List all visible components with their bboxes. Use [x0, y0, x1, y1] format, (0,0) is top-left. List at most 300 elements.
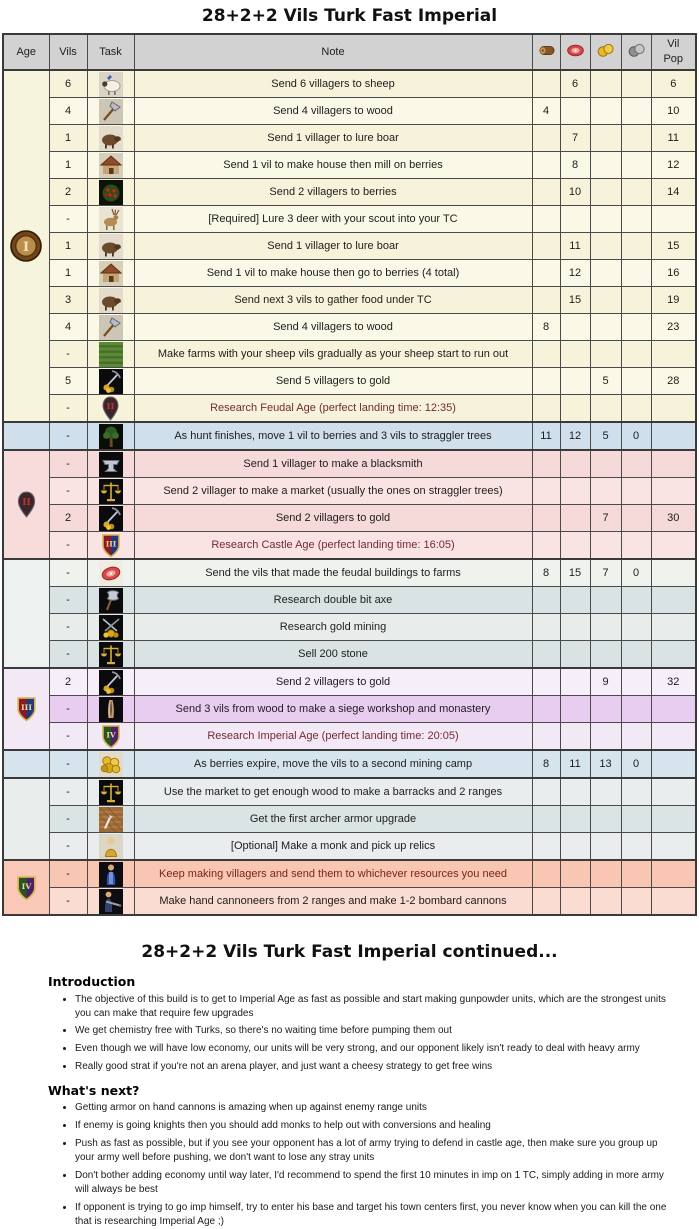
note-text: Send 1 villager to lure boar: [134, 125, 532, 152]
build-row: [3, 70, 696, 98]
build-row: [3, 152, 696, 179]
bullet-item: • Don't bother adding economy until way later, I'd recommend to spend the first 10 minutes in imp on 1 TC, simply adding in more army will always be best: [75, 1169, 675, 1197]
bullet-item: • Even though we will have low economy, our units will be very strong, and our opponent likely isn't ready to deal with heavy army: [75, 1042, 675, 1056]
vils-count: 1: [49, 260, 87, 287]
wood-count: [532, 395, 560, 423]
build-row: [3, 778, 696, 806]
age-empty-cell: [3, 422, 49, 450]
wood-count: [532, 450, 560, 478]
vil-pop-count: 12: [651, 152, 696, 179]
build-row: [3, 559, 696, 587]
food-count: [560, 641, 590, 669]
build-row: [3, 395, 696, 423]
house-icon: [99, 153, 123, 178]
gold-count: [590, 778, 621, 806]
gold-count: [590, 341, 621, 368]
wood-count: [532, 206, 560, 233]
note-text: Send 2 villagers to berries: [134, 179, 532, 206]
food-count: 6: [560, 70, 590, 98]
note-text: Send 2 villagers to gold: [134, 668, 532, 696]
food-count: [560, 888, 590, 916]
wood-count: [532, 341, 560, 368]
gold-count: [590, 860, 621, 888]
vil-pop-count: [651, 750, 696, 778]
note-text: Send 4 villagers to wood: [134, 314, 532, 341]
task-cell: [87, 696, 134, 723]
note-text: Send 2 villagers to gold: [134, 505, 532, 532]
note-text: Research Feudal Age (perfect landing time: 12:35): [134, 395, 532, 423]
stone-count: [621, 532, 651, 560]
header-row: [3, 34, 696, 70]
stone-icon: [627, 43, 646, 58]
note-text: Send 5 villagers to gold: [134, 368, 532, 395]
vils-count: -: [49, 750, 87, 778]
food-count: [560, 450, 590, 478]
vils-count: -: [49, 450, 87, 478]
build-row: [3, 888, 696, 916]
vil-pop-count: 11: [651, 125, 696, 152]
note-text: As hunt finishes, move 1 vil to berries and 3 vils to straggler trees: [134, 422, 532, 450]
note-text: [Optional] Make a monk and pick up relics: [134, 833, 532, 861]
note-text: Research gold mining: [134, 614, 532, 641]
market-icon: [99, 479, 123, 504]
age-empty-cell: [3, 750, 49, 778]
task-cell: [87, 260, 134, 287]
gold-count: [590, 287, 621, 314]
task-cell: [87, 450, 134, 478]
note-text: Keep making villagers and send them to whichever resources you need: [134, 860, 532, 888]
bullet-item: • Push as fast as possible, but if you see your opponent has a lot of army trying to defend in castle age, then make sure you group up your army well before pushing, we don't want to lose any stray units: [75, 1137, 675, 1165]
gold-count: [590, 179, 621, 206]
task-cell: [87, 587, 134, 614]
stone-count: [621, 233, 651, 260]
task-cell: [87, 125, 134, 152]
food-count: [560, 614, 590, 641]
vil-pop-count: [651, 641, 696, 669]
vils-count: 5: [49, 368, 87, 395]
stone-count: [621, 778, 651, 806]
stone-count: [621, 860, 651, 888]
build-row: [3, 478, 696, 505]
task-cell: [87, 723, 134, 751]
food-count: 11: [560, 750, 590, 778]
stone-count: 0: [621, 750, 651, 778]
feudal-age-icon: [102, 396, 119, 421]
vils-count: -: [49, 478, 87, 505]
continued-title: 28+2+2 Vils Turk Fast Imperial continued...: [141, 942, 558, 962]
note-text: Send next 3 vils to gather food under TC: [134, 287, 532, 314]
wood-count: [532, 505, 560, 532]
note-text: Send 3 vils from wood to make a siege workshop and monastery: [134, 696, 532, 723]
wood-count: [532, 641, 560, 669]
gold-count: [590, 206, 621, 233]
gold-count: [590, 395, 621, 423]
col-header-gold: [590, 34, 621, 70]
note-text: Send 1 vil to make house then go to berries (4 total): [134, 260, 532, 287]
build-row: [3, 505, 696, 532]
vil-pop-count: 15: [651, 233, 696, 260]
vil-pop-line1: Vil: [667, 38, 680, 51]
build-row: [3, 287, 696, 314]
task-cell: [87, 478, 134, 505]
task-cell: [87, 833, 134, 861]
wood-count: [532, 806, 560, 833]
wood-axe-icon: [99, 99, 123, 124]
food-count: [560, 778, 590, 806]
food-count: [560, 860, 590, 888]
meat-icon: [99, 561, 123, 586]
age-empty-cell: [3, 559, 49, 668]
food-count: [560, 668, 590, 696]
task-cell: [87, 778, 134, 806]
vil-pop-count: [651, 723, 696, 751]
vils-count: -: [49, 422, 87, 450]
wood-count: [532, 833, 560, 861]
stone-count: [621, 260, 651, 287]
vil-pop-count: [651, 559, 696, 587]
gold-count: [590, 125, 621, 152]
note-text: Sell 200 stone: [134, 641, 532, 669]
gold-icon: [596, 43, 615, 58]
task-cell: [87, 505, 134, 532]
farm-icon: [99, 342, 123, 367]
wood-count: 8: [532, 750, 560, 778]
blacksmith-icon: [99, 452, 123, 477]
vil-pop-count: [651, 450, 696, 478]
section-heading: Introduction: [48, 974, 136, 989]
gold-count: 7: [590, 505, 621, 532]
stone-count: [621, 70, 651, 98]
build-row: [3, 422, 696, 450]
task-cell: [87, 287, 134, 314]
svg-text:IV: IV: [21, 881, 32, 891]
gold-count: [590, 98, 621, 125]
food-count: [560, 587, 590, 614]
task-cell: [87, 206, 134, 233]
vils-count: -: [49, 860, 87, 888]
wood-count: [532, 260, 560, 287]
wood-count: 8: [532, 559, 560, 587]
wood-count: [532, 125, 560, 152]
age-2-cell: [3, 450, 49, 559]
vil-pop-count: [651, 587, 696, 614]
stone-count: [621, 287, 651, 314]
vil-pop-line2: Pop: [663, 53, 684, 65]
note-text: Send 1 villager to lure boar: [134, 233, 532, 260]
bullet-item: • We get chemistry free with Turks, so there's no waiting time before pumping them out: [75, 1024, 675, 1038]
food-icon: [566, 43, 585, 58]
build-row: [3, 833, 696, 861]
build-row: [3, 314, 696, 341]
vil-pop-count: 10: [651, 98, 696, 125]
gold-count: 7: [590, 559, 621, 587]
task-cell: [87, 314, 134, 341]
vil-pop-count: [651, 478, 696, 505]
stone-count: 0: [621, 422, 651, 450]
gold-count: [590, 532, 621, 560]
vils-count: -: [49, 696, 87, 723]
double-bit-axe-icon: [99, 588, 123, 613]
note-text: Make farms with your sheep vils gradually as your sheep start to run out: [134, 341, 532, 368]
food-count: [560, 696, 590, 723]
stone-count: [621, 314, 651, 341]
stone-count: [621, 587, 651, 614]
gold-count: [590, 314, 621, 341]
vil-pop-count: 30: [651, 505, 696, 532]
build-row: [3, 668, 696, 696]
build-row: [3, 368, 696, 395]
build-row: [3, 860, 696, 888]
deer-icon: [99, 207, 123, 232]
gold-count: [590, 888, 621, 916]
food-count: [560, 806, 590, 833]
stone-count: [621, 450, 651, 478]
note-text: Send 1 vil to make house then mill on berries: [134, 152, 532, 179]
food-count: 11: [560, 233, 590, 260]
col-header-food: [560, 34, 590, 70]
svg-text:III: III: [20, 703, 32, 713]
wood-count: 4: [532, 98, 560, 125]
build-row: [3, 341, 696, 368]
bullet-item: • Really good strat if you're not an arena player, and just want a cheesy strategy to get free wins: [75, 1060, 675, 1074]
note-text: Send the vils that made the feudal buildings to farms: [134, 559, 532, 587]
col-header-wood: [532, 34, 560, 70]
task-cell: [87, 341, 134, 368]
vils-count: -: [49, 778, 87, 806]
straggler-tree-icon: [99, 424, 123, 449]
stone-count: [621, 505, 651, 532]
build-row: [3, 233, 696, 260]
food-count: [560, 98, 590, 125]
gold-count: [590, 614, 621, 641]
vil-pop-count: [651, 614, 696, 641]
vil-pop-count: 19: [651, 287, 696, 314]
vil-pop-count: 14: [651, 179, 696, 206]
note-text: Use the market to get enough wood to make a barracks and 2 ranges: [134, 778, 532, 806]
food-count: [560, 314, 590, 341]
vil-pop-count: [651, 206, 696, 233]
page-title: 28+2+2 Vils Turk Fast Imperial: [201, 6, 498, 26]
stone-count: [621, 341, 651, 368]
gold-pile-icon: [99, 752, 123, 777]
stone-count: [621, 179, 651, 206]
stone-count: [621, 614, 651, 641]
age-empty-cell: [3, 778, 49, 860]
gold-count: 9: [590, 668, 621, 696]
col-header-stone: [621, 34, 651, 70]
food-count: [560, 395, 590, 423]
col-header-task: Task: [87, 34, 134, 70]
food-count: 10: [560, 179, 590, 206]
build-row: [3, 641, 696, 669]
vils-count: 3: [49, 287, 87, 314]
vils-count: -: [49, 395, 87, 423]
svg-text:I: I: [23, 239, 30, 255]
boar-icon: [99, 234, 123, 259]
vil-pop-count: 23: [651, 314, 696, 341]
gold-count: [590, 478, 621, 505]
section-heading: What's next?: [48, 1082, 140, 1098]
food-count: 15: [560, 559, 590, 587]
wood-count: [532, 888, 560, 916]
gold-count: [590, 70, 621, 98]
vil-pop-count: [651, 341, 696, 368]
wood-count: [532, 668, 560, 696]
food-count: [560, 368, 590, 395]
task-cell: [87, 806, 134, 833]
gold-count: 13: [590, 750, 621, 778]
build-row: [3, 696, 696, 723]
wood-axe-icon: [99, 315, 123, 340]
vil-pop-count: [651, 833, 696, 861]
stone-count: [621, 206, 651, 233]
task-cell: [87, 98, 134, 125]
vils-count: -: [49, 614, 87, 641]
wood-count: [532, 179, 560, 206]
food-count: [560, 478, 590, 505]
food-count: 12: [560, 422, 590, 450]
task-cell: [87, 70, 134, 98]
vil-pop-count: [651, 860, 696, 888]
task-cell: [87, 368, 134, 395]
age-2-icon: [17, 491, 36, 518]
stone-count: [621, 888, 651, 916]
vils-count: 4: [49, 98, 87, 125]
monk-icon: [99, 834, 123, 859]
gold-count: [590, 806, 621, 833]
vils-count: -: [49, 641, 87, 669]
wood-count: 11: [532, 422, 560, 450]
stone-count: [621, 696, 651, 723]
task-cell: [87, 614, 134, 641]
food-count: [560, 833, 590, 861]
castle-age-icon: [101, 533, 121, 558]
vils-count: -: [49, 341, 87, 368]
svg-text:II: II: [106, 401, 115, 412]
food-count: 7: [560, 125, 590, 152]
vils-count: -: [49, 206, 87, 233]
vils-count: -: [49, 723, 87, 751]
svg-text:III: III: [105, 539, 116, 548]
boar-icon: [99, 126, 123, 151]
food-count: 12: [560, 260, 590, 287]
stone-count: 0: [621, 559, 651, 587]
vil-pop-count: 32: [651, 668, 696, 696]
vils-count: 4: [49, 314, 87, 341]
food-count: [560, 723, 590, 751]
imperial-age-icon: [101, 724, 121, 749]
boar-icon: [99, 288, 123, 313]
stone-count: [621, 98, 651, 125]
gold-count: [590, 641, 621, 669]
vils-count: 2: [49, 505, 87, 532]
vil-pop-count: [651, 395, 696, 423]
gold-count: [590, 233, 621, 260]
vil-pop-count: 28: [651, 368, 696, 395]
bullet-list: [48, 993, 675, 1074]
task-cell: [87, 233, 134, 260]
stone-count: [621, 641, 651, 669]
vils-count: -: [49, 806, 87, 833]
gold-count: [590, 833, 621, 861]
age-3-icon: [16, 696, 37, 722]
note-text: Send 4 villagers to wood: [134, 98, 532, 125]
food-count: 15: [560, 287, 590, 314]
gold-miner-icon: [99, 506, 123, 531]
build-row: [3, 723, 696, 751]
stone-count: [621, 368, 651, 395]
col-header-age: Age: [3, 34, 49, 70]
vils-count: 2: [49, 668, 87, 696]
task-cell: [87, 532, 134, 560]
food-count: [560, 341, 590, 368]
vil-pop-count: [651, 532, 696, 560]
vils-count: -: [49, 532, 87, 560]
note-text: Send 6 villagers to sheep: [134, 70, 532, 98]
age-3-cell: [3, 668, 49, 750]
build-row: [3, 806, 696, 833]
archer-armor-icon: [99, 807, 123, 832]
col-header-vils: Vils: [49, 34, 87, 70]
stone-count: [621, 723, 651, 751]
food-count: [560, 532, 590, 560]
wood-count: [532, 70, 560, 98]
vils-count: -: [49, 833, 87, 861]
vil-pop-count: 6: [651, 70, 696, 98]
stone-count: [621, 668, 651, 696]
wood-count: [532, 287, 560, 314]
market-icon: [99, 780, 123, 805]
wood-count: [532, 532, 560, 560]
vil-pop-count: [651, 422, 696, 450]
age-1-cell: [3, 70, 49, 422]
wood-count: [532, 478, 560, 505]
wood-count: [532, 614, 560, 641]
age-1-icon: [9, 229, 43, 263]
note-text: Send 1 villager to make a blacksmith: [134, 450, 532, 478]
wood-count: [532, 152, 560, 179]
build-order-table: [2, 33, 697, 916]
note-text: Get the first archer armor upgrade: [134, 806, 532, 833]
gold-count: [590, 152, 621, 179]
bullet-item: • If opponent is trying to go imp himself, try to enter his base and target his town centers first, you never know when you can kill the one that is researching Imperial Age ;): [75, 1201, 675, 1229]
hand-cannoneer-icon: [99, 889, 123, 914]
vils-count: 2: [49, 179, 87, 206]
note-text: Research Imperial Age (perfect landing time: 20:05): [134, 723, 532, 751]
wood-count: [532, 860, 560, 888]
vil-pop-count: [651, 806, 696, 833]
note-text: Research Castle Age (perfect landing time: 16:05): [134, 532, 532, 560]
wood-count: [532, 723, 560, 751]
build-row: [3, 450, 696, 478]
vils-count: -: [49, 888, 87, 916]
build-row: [3, 206, 696, 233]
note-text: Research double bit axe: [134, 587, 532, 614]
build-row: [3, 179, 696, 206]
stone-count: [621, 833, 651, 861]
house-icon: [99, 261, 123, 286]
task-cell: [87, 888, 134, 916]
svg-text:IV: IV: [105, 730, 116, 739]
build-row: [3, 125, 696, 152]
build-row: [3, 750, 696, 778]
gold-count: [590, 696, 621, 723]
vils-count: 1: [49, 233, 87, 260]
wood-icon: [537, 43, 556, 58]
wood-count: [532, 368, 560, 395]
monastery-icon: [99, 697, 123, 722]
gold-miner-icon: [99, 369, 123, 394]
